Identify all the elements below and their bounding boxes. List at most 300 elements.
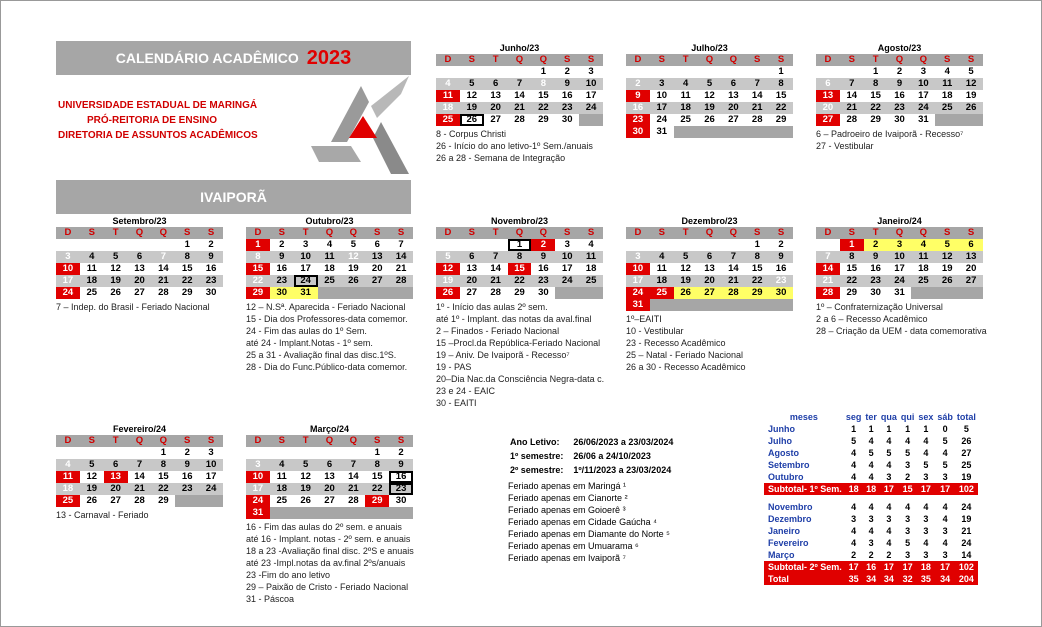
day-cell: 27 [365,275,389,287]
stats-value: 19 [961,514,972,524]
day-cell: 12 [80,471,104,483]
weekday-header: Q [341,227,365,239]
weekday-header: T [484,54,508,66]
empty-day-cell [175,495,199,507]
stats-value: 5 [942,460,948,470]
day-cell: 28 [745,114,769,126]
page-title: CALENDÁRIO ACADÊMICO [115,50,299,66]
day-cell: 28 [151,287,175,299]
weekday-header: T [294,435,318,447]
day-cell: 20 [104,483,128,495]
empty-day-cell [365,287,389,299]
stats-month: Dezembro [768,514,812,524]
month-notes [436,128,603,164]
stats-value: 3 [851,514,857,524]
stats-value: 4 [905,502,911,512]
stats-row [764,423,978,435]
note-line: 26 a 30 - Recesso Acadêmico [626,362,746,372]
weekday-header: S [840,54,864,66]
stats-header: sex [918,412,934,422]
day-cell: 24 [579,102,603,114]
stats-value: 4 [886,502,892,512]
day-cell: 2 [389,447,413,459]
period-label: 1º semestre: [510,451,564,461]
day-cell: 13 [460,263,484,275]
note-line: 2 a 6 – Recesso Acadêmico [816,314,928,324]
day-cell: 12 [294,471,318,483]
weekday-header: D [626,227,650,239]
day-cell: 5 [104,251,128,263]
day-cell: 10 [579,78,603,90]
day-cell: 30 [626,126,650,138]
month-notes [816,301,987,337]
stats-header: qui [900,412,915,422]
weekday-header: D [626,54,650,66]
day-cell: 14 [840,90,864,102]
day-cell: 25 [80,287,104,299]
empty-day-cell [460,239,484,251]
day-cell: 24 [911,102,935,114]
stats-value: 4 [923,436,929,446]
empty-day-cell [246,447,270,459]
day-cell: 5 [80,459,104,471]
stats-month: Fevereiro [768,538,809,548]
stats-month: Subtotal- 1º Sem. [764,483,844,495]
day-cell: 25 [911,275,935,287]
day-cell: 14 [508,90,532,102]
day-cell: 25 [270,495,294,507]
empty-day-cell [721,126,745,138]
day-cell: 27 [721,114,745,126]
day-cell: 18 [56,483,80,495]
day-cell: 13 [104,471,128,483]
weekday-header: S [579,227,603,239]
day-cell: 8 [151,459,175,471]
day-cell: 1 [365,447,389,459]
day-cell: 13 [698,263,722,275]
period-value: 26/06 a 24/10/2023 [573,451,651,461]
day-cell: 19 [674,275,698,287]
stats-value: 32 [899,573,917,585]
month-title: Outubro/23 [305,216,354,226]
note-line: 19 – Aniv. De Ivaiporã - Recesso⁷ [436,350,570,360]
stats-month: Total [764,573,844,585]
day-cell: 20 [698,275,722,287]
stats-value: 4 [923,448,929,458]
day-cell: 28 [840,114,864,126]
weekday-header: T [104,227,128,239]
weekday-header: Q [721,54,745,66]
day-cell: 5 [460,78,484,90]
empty-day-cell [484,66,508,78]
stats-value: 3 [923,472,929,482]
stats-value: 18 [863,483,879,495]
day-cell: 7 [816,251,840,263]
day-cell: 12 [698,90,722,102]
day-cell: 25 [318,275,342,287]
day-cell: 29 [151,495,175,507]
empty-day-cell [674,66,698,78]
empty-day-cell [104,239,128,251]
day-cell: 14 [341,471,365,483]
day-cell: 19 [80,483,104,495]
month-calendar [816,215,987,337]
day-cell: 31 [294,287,318,299]
day-cell: 25 [436,114,460,126]
academic-year-row [510,464,681,476]
weekday-header: S [389,435,413,447]
local-holiday-item: Feriado apenas em Umuarama ⁶ [508,541,639,551]
weekday-header: Q [698,54,722,66]
day-cell: 28 [341,495,365,507]
stats-row [764,513,978,525]
day-cell: 10 [555,251,579,263]
day-cell: 18 [935,90,959,102]
day-cell: 15 [246,263,270,275]
day-cell: 5 [341,239,365,251]
stats-value: 24 [961,538,972,548]
stats-value: 3 [886,472,892,482]
weekday-header: Q [911,227,935,239]
day-cell: 3 [555,239,579,251]
day-cell: 11 [270,471,294,483]
day-cell: 11 [80,263,104,275]
day-cell: 18 [650,275,674,287]
stats-month: Setembro [768,460,810,470]
day-cell: 2 [888,66,912,78]
note-line: 10 - Vestibular [626,326,684,336]
day-cell: 8 [508,251,532,263]
day-cell: 31 [888,287,912,299]
day-cell: 7 [484,251,508,263]
stats-month: Novembro [768,502,813,512]
empty-day-cell [721,66,745,78]
day-cell: 4 [80,251,104,263]
title-banner [56,41,411,75]
empty-day-cell [80,239,104,251]
empty-day-cell [911,287,935,299]
day-cell: 13 [816,90,840,102]
day-cell: 25 [56,495,80,507]
day-cell: 23 [769,275,793,287]
stats-value: 18 [916,561,935,573]
day-cell: 24 [888,275,912,287]
empty-day-cell [56,447,80,459]
day-cell: 23 [864,275,888,287]
stats-value: 4 [942,448,948,458]
day-cell: 26 [341,275,365,287]
day-cell: 18 [80,275,104,287]
empty-day-cell [318,447,342,459]
day-cell: 5 [935,239,959,251]
day-cell: 2 [555,66,579,78]
empty-day-cell [959,287,983,299]
month-calendar [246,215,413,373]
day-cell: 26 [294,495,318,507]
weekday-header: S [959,227,983,239]
day-cell: 16 [555,90,579,102]
day-cell: 17 [911,90,935,102]
note-line: até 16 - Implant. notas - 2º sem. e anuais [246,534,411,544]
day-cell: 28 [816,287,840,299]
day-cell: 3 [626,251,650,263]
day-cell: 6 [959,239,983,251]
stats-value: 5 [942,436,948,446]
empty-day-cell [318,287,342,299]
empty-day-cell [104,447,128,459]
day-cell: 20 [816,102,840,114]
stats-month: Janeiro [768,526,801,536]
stats-value: 4 [851,448,857,458]
stats-value: 4 [905,436,911,446]
day-cell: 6 [484,78,508,90]
note-line: 24 - Fim das aulas do 1º Sem. [246,326,367,336]
stats-value: 27 [961,448,972,458]
note-line: 16 - Fim das aulas do 2º sem. e anuais [246,522,402,532]
day-cell: 17 [246,483,270,495]
day-cell: 23 [626,114,650,126]
day-cell: 1 [840,239,864,251]
day-cell: 17 [199,471,223,483]
local-holiday-item: Feriado apenas em Maringá ¹ [508,481,627,491]
stats-value: 204 [955,573,978,585]
day-cell: 19 [294,483,318,495]
day-cell: 11 [436,90,460,102]
weekday-header: Q [721,227,745,239]
weekday-header: S [650,54,674,66]
stats-row [764,501,978,513]
day-cell: 29 [508,287,532,299]
month-notes [246,301,413,373]
day-cell: 11 [935,78,959,90]
day-cell: 6 [721,78,745,90]
stats-value: 4 [886,526,892,536]
weekday-header: S [270,227,294,239]
day-cell: 10 [56,263,80,275]
day-cell: 21 [721,275,745,287]
day-cell: 2 [270,239,294,251]
day-cell: 17 [56,275,80,287]
stats-value: 15 [899,483,917,495]
empty-day-cell [579,114,603,126]
stats-value: 1 [851,424,857,434]
stats-value: 1 [923,424,929,434]
stats-row [764,525,978,537]
weekday-header: T [484,227,508,239]
empty-day-cell [626,66,650,78]
day-cell: 26 [674,287,698,299]
note-line: 23 e 24 - EAIC [436,386,496,396]
weekday-header: T [104,435,128,447]
day-cell: 1 [175,239,199,251]
weekday-header: Q [128,435,152,447]
weekday-header: S [365,435,389,447]
day-cell: 29 [840,287,864,299]
stats-subtotal-row [764,483,978,495]
day-cell: 29 [864,114,888,126]
day-cell: 18 [270,483,294,495]
stats-value: 1 [905,424,911,434]
day-cell: 12 [104,263,128,275]
day-cell: 8 [864,78,888,90]
month-title: Julho/23 [691,43,728,53]
day-cell: 19 [698,102,722,114]
month-calendar [436,42,603,164]
day-cell: 10 [246,471,270,483]
weekday-header: T [674,54,698,66]
pro-rectory-name: PRÓ-REITORIA DE ENSINO [87,115,218,126]
note-line: 30 - EAITI [436,398,477,408]
day-cell: 9 [175,459,199,471]
day-cell: 11 [56,471,80,483]
month-grid [56,227,223,299]
period-label: Ano Letivo: [510,437,560,447]
day-cell: 29 [769,114,793,126]
empty-day-cell [555,287,579,299]
day-cell: 18 [318,263,342,275]
day-cell: 24 [56,287,80,299]
month-grid [246,227,413,299]
weekday-header: D [56,435,80,447]
day-cell: 22 [151,483,175,495]
day-cell: 7 [508,78,532,90]
day-cell: 3 [246,459,270,471]
day-cell: 1 [531,66,555,78]
day-cell: 31 [911,114,935,126]
stats-value: 2 [851,550,857,560]
month-notes [246,521,413,605]
day-cell: 26 [80,495,104,507]
period-value: 1º/11/2023 a 23/03/2024 [573,465,672,475]
day-cell: 3 [911,66,935,78]
day-cell: 12 [959,78,983,90]
day-cell: 22 [840,275,864,287]
day-cell: 4 [579,239,603,251]
day-cell: 2 [769,239,793,251]
stats-subtotal-row [764,561,978,573]
day-cell: 12 [436,263,460,275]
day-cell: 25 [579,275,603,287]
stats-value: 5 [851,436,857,446]
note-line: até 24 - Implant.Notas - 1º sem. [246,338,373,348]
note-line: 12 – N.Sª. Aparecida - Feriado Nacional [246,302,406,312]
empty-day-cell [959,114,983,126]
day-cell: 22 [508,275,532,287]
empty-day-cell [294,507,318,519]
month-notes [56,509,223,521]
weekday-count-table [764,411,978,585]
weekday-header: S [460,54,484,66]
empty-day-cell [508,66,532,78]
day-cell: 28 [508,114,532,126]
day-cell: 22 [531,102,555,114]
day-cell: 14 [745,90,769,102]
stats-value: 3 [923,514,929,524]
day-cell: 1 [508,239,532,251]
day-cell: 13 [318,471,342,483]
day-cell: 17 [555,263,579,275]
empty-day-cell [935,114,959,126]
month-notes [816,128,983,152]
day-cell: 8 [175,251,199,263]
note-line: 23 -Fim do ano letivo [246,570,331,580]
weekday-header: D [246,435,270,447]
empty-day-cell [674,126,698,138]
day-cell: 29 [745,287,769,299]
day-cell: 4 [318,239,342,251]
empty-day-cell [816,66,840,78]
stats-value: 17 [899,561,917,573]
stats-row [764,435,978,447]
stats-value: 17 [879,483,899,495]
day-cell: 20 [365,263,389,275]
day-cell: 22 [175,275,199,287]
day-cell: 6 [460,251,484,263]
stats-value: 17 [916,483,935,495]
weekday-header: Q [888,227,912,239]
note-line: 15 –Procl.da República-Feriado Nacional [436,338,601,348]
day-cell: 6 [698,251,722,263]
weekday-header: Q [508,227,532,239]
day-cell: 19 [460,102,484,114]
day-cell: 6 [104,459,128,471]
empty-day-cell [389,507,413,519]
weekday-header: S [935,227,959,239]
stats-value: 5 [905,538,911,548]
empty-day-cell [769,299,793,311]
day-cell: 23 [888,102,912,114]
day-cell: 4 [935,66,959,78]
stats-value: 14 [961,550,972,560]
day-cell: 28 [721,287,745,299]
day-cell: 21 [840,102,864,114]
day-cell: 8 [745,251,769,263]
stats-value: 5 [963,424,969,434]
stats-value: 35 [916,573,935,585]
stats-header: qua [880,412,897,422]
stats-value: 17 [935,483,955,495]
day-cell: 6 [128,251,152,263]
note-line: 26 - Início do ano letivo-1º Sem./anuais [436,141,593,151]
weekday-header: S [555,227,579,239]
day-cell: 9 [199,251,223,263]
day-cell: 23 [199,275,223,287]
day-cell: 13 [128,263,152,275]
page-year: 2023 [306,46,352,69]
day-cell: 15 [151,471,175,483]
day-cell: 21 [816,275,840,287]
day-cell: 24 [294,275,318,287]
day-cell: 23 [531,275,555,287]
period-value: 26/06/2023 a 23/03/2024 [573,437,674,447]
day-cell: 13 [959,251,983,263]
day-cell: 10 [626,263,650,275]
day-cell: 30 [888,114,912,126]
empty-day-cell [698,239,722,251]
stats-value: 26 [961,436,972,446]
day-cell: 11 [911,251,935,263]
weekday-header: S [769,227,793,239]
day-cell: 8 [840,251,864,263]
academic-year-row [510,436,681,448]
day-cell: 29 [175,287,199,299]
day-cell: 30 [769,287,793,299]
weekday-header: T [864,227,888,239]
empty-day-cell [270,507,294,519]
day-cell: 1 [745,239,769,251]
day-cell: 21 [484,275,508,287]
empty-day-cell [698,66,722,78]
